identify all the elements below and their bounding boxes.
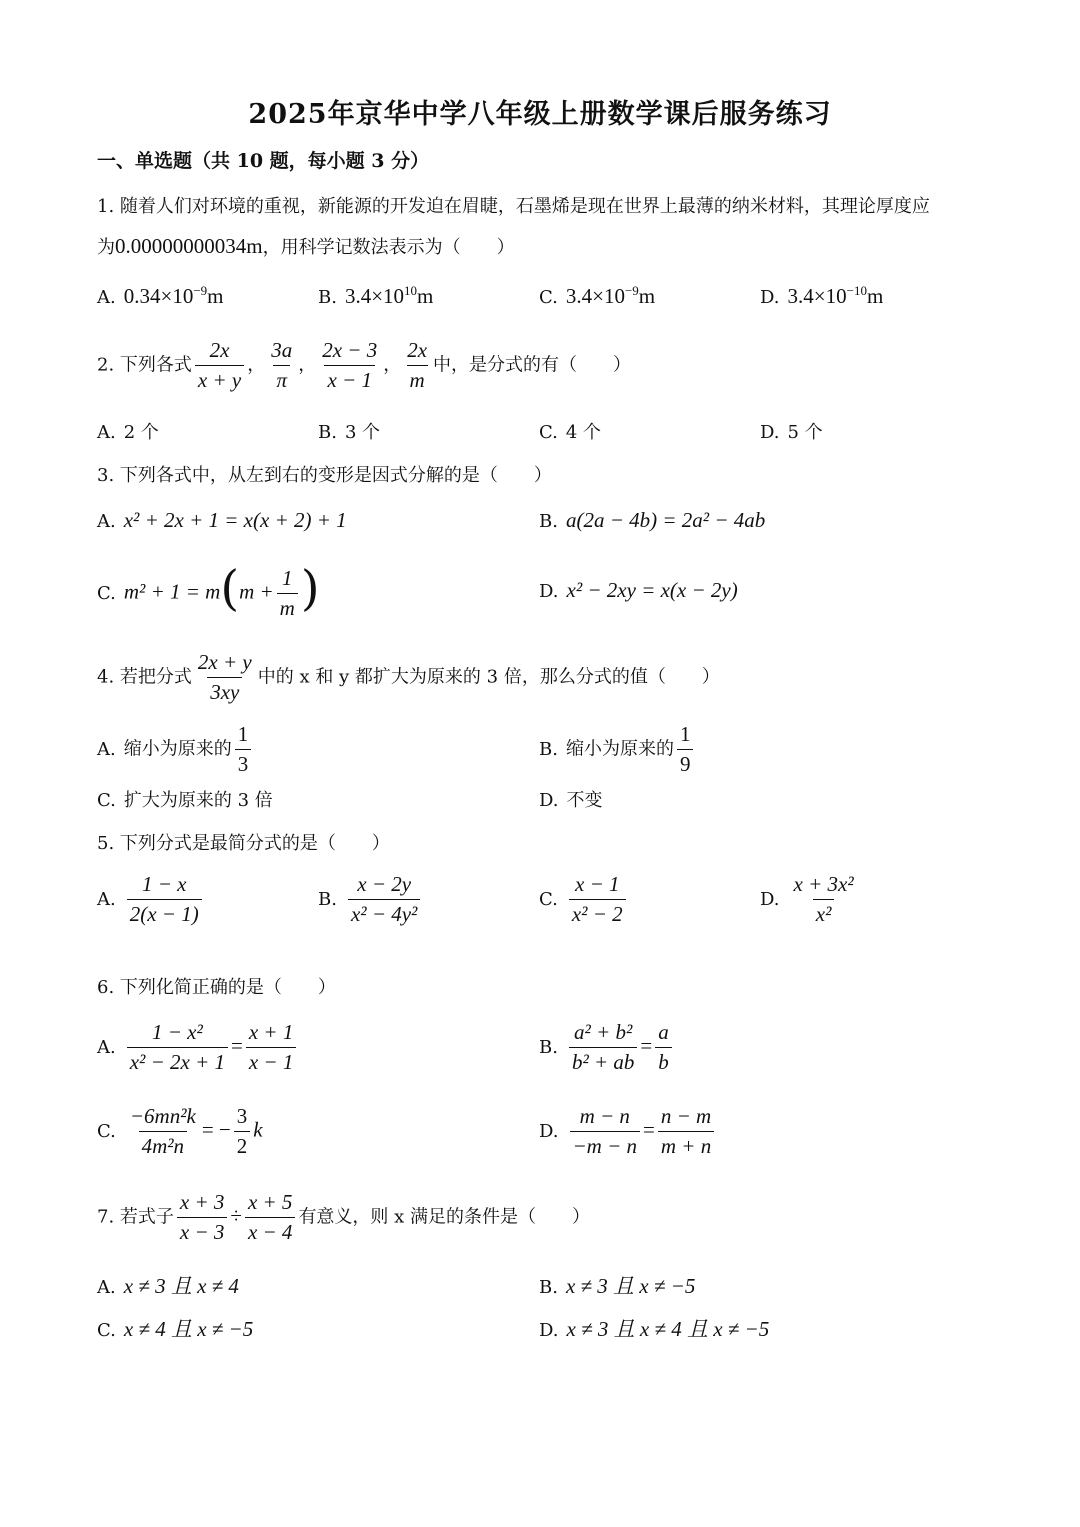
q4-option-a[interactable]: A. 缩小为原来的 $\frac{1}{3}$ [97,722,254,777]
q2-option-b[interactable]: B. 3 个 [318,422,381,443]
q7-option-d[interactable]: D. x ≠ 3 且 x ≠ 4 且 x ≠ −5 [539,1317,770,1341]
q3-option-a[interactable]: A. x² + 2x + 1 = x(x + 2) + 1 [97,508,347,532]
q6-option-c[interactable]: C. $\frac{\text{−6mn²k}}{\text{4m²n}}$ = − $\frac{3}{2}$ k [97,1104,263,1159]
q7-stem: 7. 若式子 $\frac{x + 3}{x - 3}$ ÷ $\frac{x + 5}{x - 4}$ 有意义，则 x 满足的条件是（ ） [97,1190,591,1245]
q2-frac-3: $\frac{2x - 3}{x - 1}$ [322,338,378,393]
q3-option-c[interactable]: C. m² + 1 = m(m + $\frac{1}{m}$ ) [97,560,320,621]
q1-option-b[interactable]: B. $3.4\times 10^{10}m$ [318,283,434,308]
q7-option-a[interactable]: A. x ≠ 3 且 x ≠ 4 [97,1274,239,1298]
q6-option-b[interactable]: B. $\frac{\text{a² + b²}}{\text{b² + ab}}$ = $\frac{a}{b}$ [539,1020,675,1075]
q2-option-c[interactable]: C. 4 个 [539,422,602,443]
q4-stem: 4. 若把分式 $\frac{2x + y}{3xy}$ 中的 x 和 y 都扩大为原来的 3 倍，那么分式的值（ ） [97,650,720,705]
page-title: 2025年京华中学八年级上册数学课后服务练习 [248,99,832,130]
q4-option-d[interactable]: D. 不变 [539,790,603,811]
q6-option-a[interactable]: A. $\frac{\text{1 − x²}}{\text{x² − 2x + 1}}$ = $\frac{x + 1}{x - 1}$ [97,1020,299,1075]
q4-option-c[interactable]: C. 扩大为原来的 3 倍 [97,790,273,811]
q6-stem: 6. 下列化简正确的是（ ） [97,977,336,998]
q1-option-c[interactable]: C. $3.4\times 10^{-9}m$ [539,283,656,308]
q2-option-a[interactable]: A. 2 个 [97,422,159,443]
q2-stem: 2. 下列各式 $\frac{2x}{x + y}$ ， $\frac{3a}{\pi}$ ， $\frac{2x - 3}{x - 1}$ ， $\frac{2x}{m}$ 中，是分式的有（ ） [97,338,632,393]
q1-option-a[interactable]: A. $0.34\times 10^{-9}m$ [97,283,224,308]
q1-stem-line1: 1. 随着人们对环境的重视，新能源的开发迫在眉睫，石墨烯是现在世界上最薄的纳米材料，其理论厚度应 [97,196,930,217]
q1-option-d[interactable]: D. $3.4\times 10^{-10}m$ [760,283,884,308]
q5-option-c[interactable]: C. $\frac{x - 1}{\text{x² − 2}}$ [539,872,629,927]
q3-stem: 3. 下列各式中，从左到右的变形是因式分解的是（ ） [97,465,552,486]
q7-option-c[interactable]: C. x ≠ 4 且 x ≠ −5 [97,1317,254,1341]
q1-stem-line2: 为0.00000000034m，用科学记数法表示为（ ） [97,234,515,258]
q4-option-b[interactable]: B. 缩小为原来的 $\frac{1}{9}$ [539,722,696,777]
q5-option-a[interactable]: A. $\frac{1 - x}{2(x - 1)}$ [97,872,205,927]
section-heading: 一、单选题（共 10 题，每小题 3 分） [97,150,430,172]
q5-stem: 5. 下列分式是最简分式的是（ ） [97,833,390,854]
q2-frac-4: $\frac{2x}{m}$ [407,338,428,393]
q2-frac-2: $\frac{3a}{\pi}$ [271,338,293,393]
q1-value: 0.00000000034m [115,234,263,258]
q5-option-b[interactable]: B. $\frac{x - 2y}{\text{x² − 4y²}}$ [318,872,423,927]
q3-option-b[interactable]: B. a(2a − 4b) = 2a² − 4ab [539,508,766,532]
q7-option-b[interactable]: B. x ≠ 3 且 x ≠ −5 [539,1274,696,1298]
q2-option-d[interactable]: D. 5 个 [760,422,823,443]
q5-option-d[interactable]: D. $\frac{\text{x + 3x²}}{\text{x²}}$ [760,872,854,927]
q3-option-d[interactable]: D. x² − 2xy = x(x − 2y) [539,578,738,602]
q2-frac-1: $\frac{2x}{x + y}$ [195,338,244,393]
q6-option-d[interactable]: D. $\frac{m - n}{-m - n}$ = $\frac{n - m}{m + n}$ [539,1104,717,1159]
